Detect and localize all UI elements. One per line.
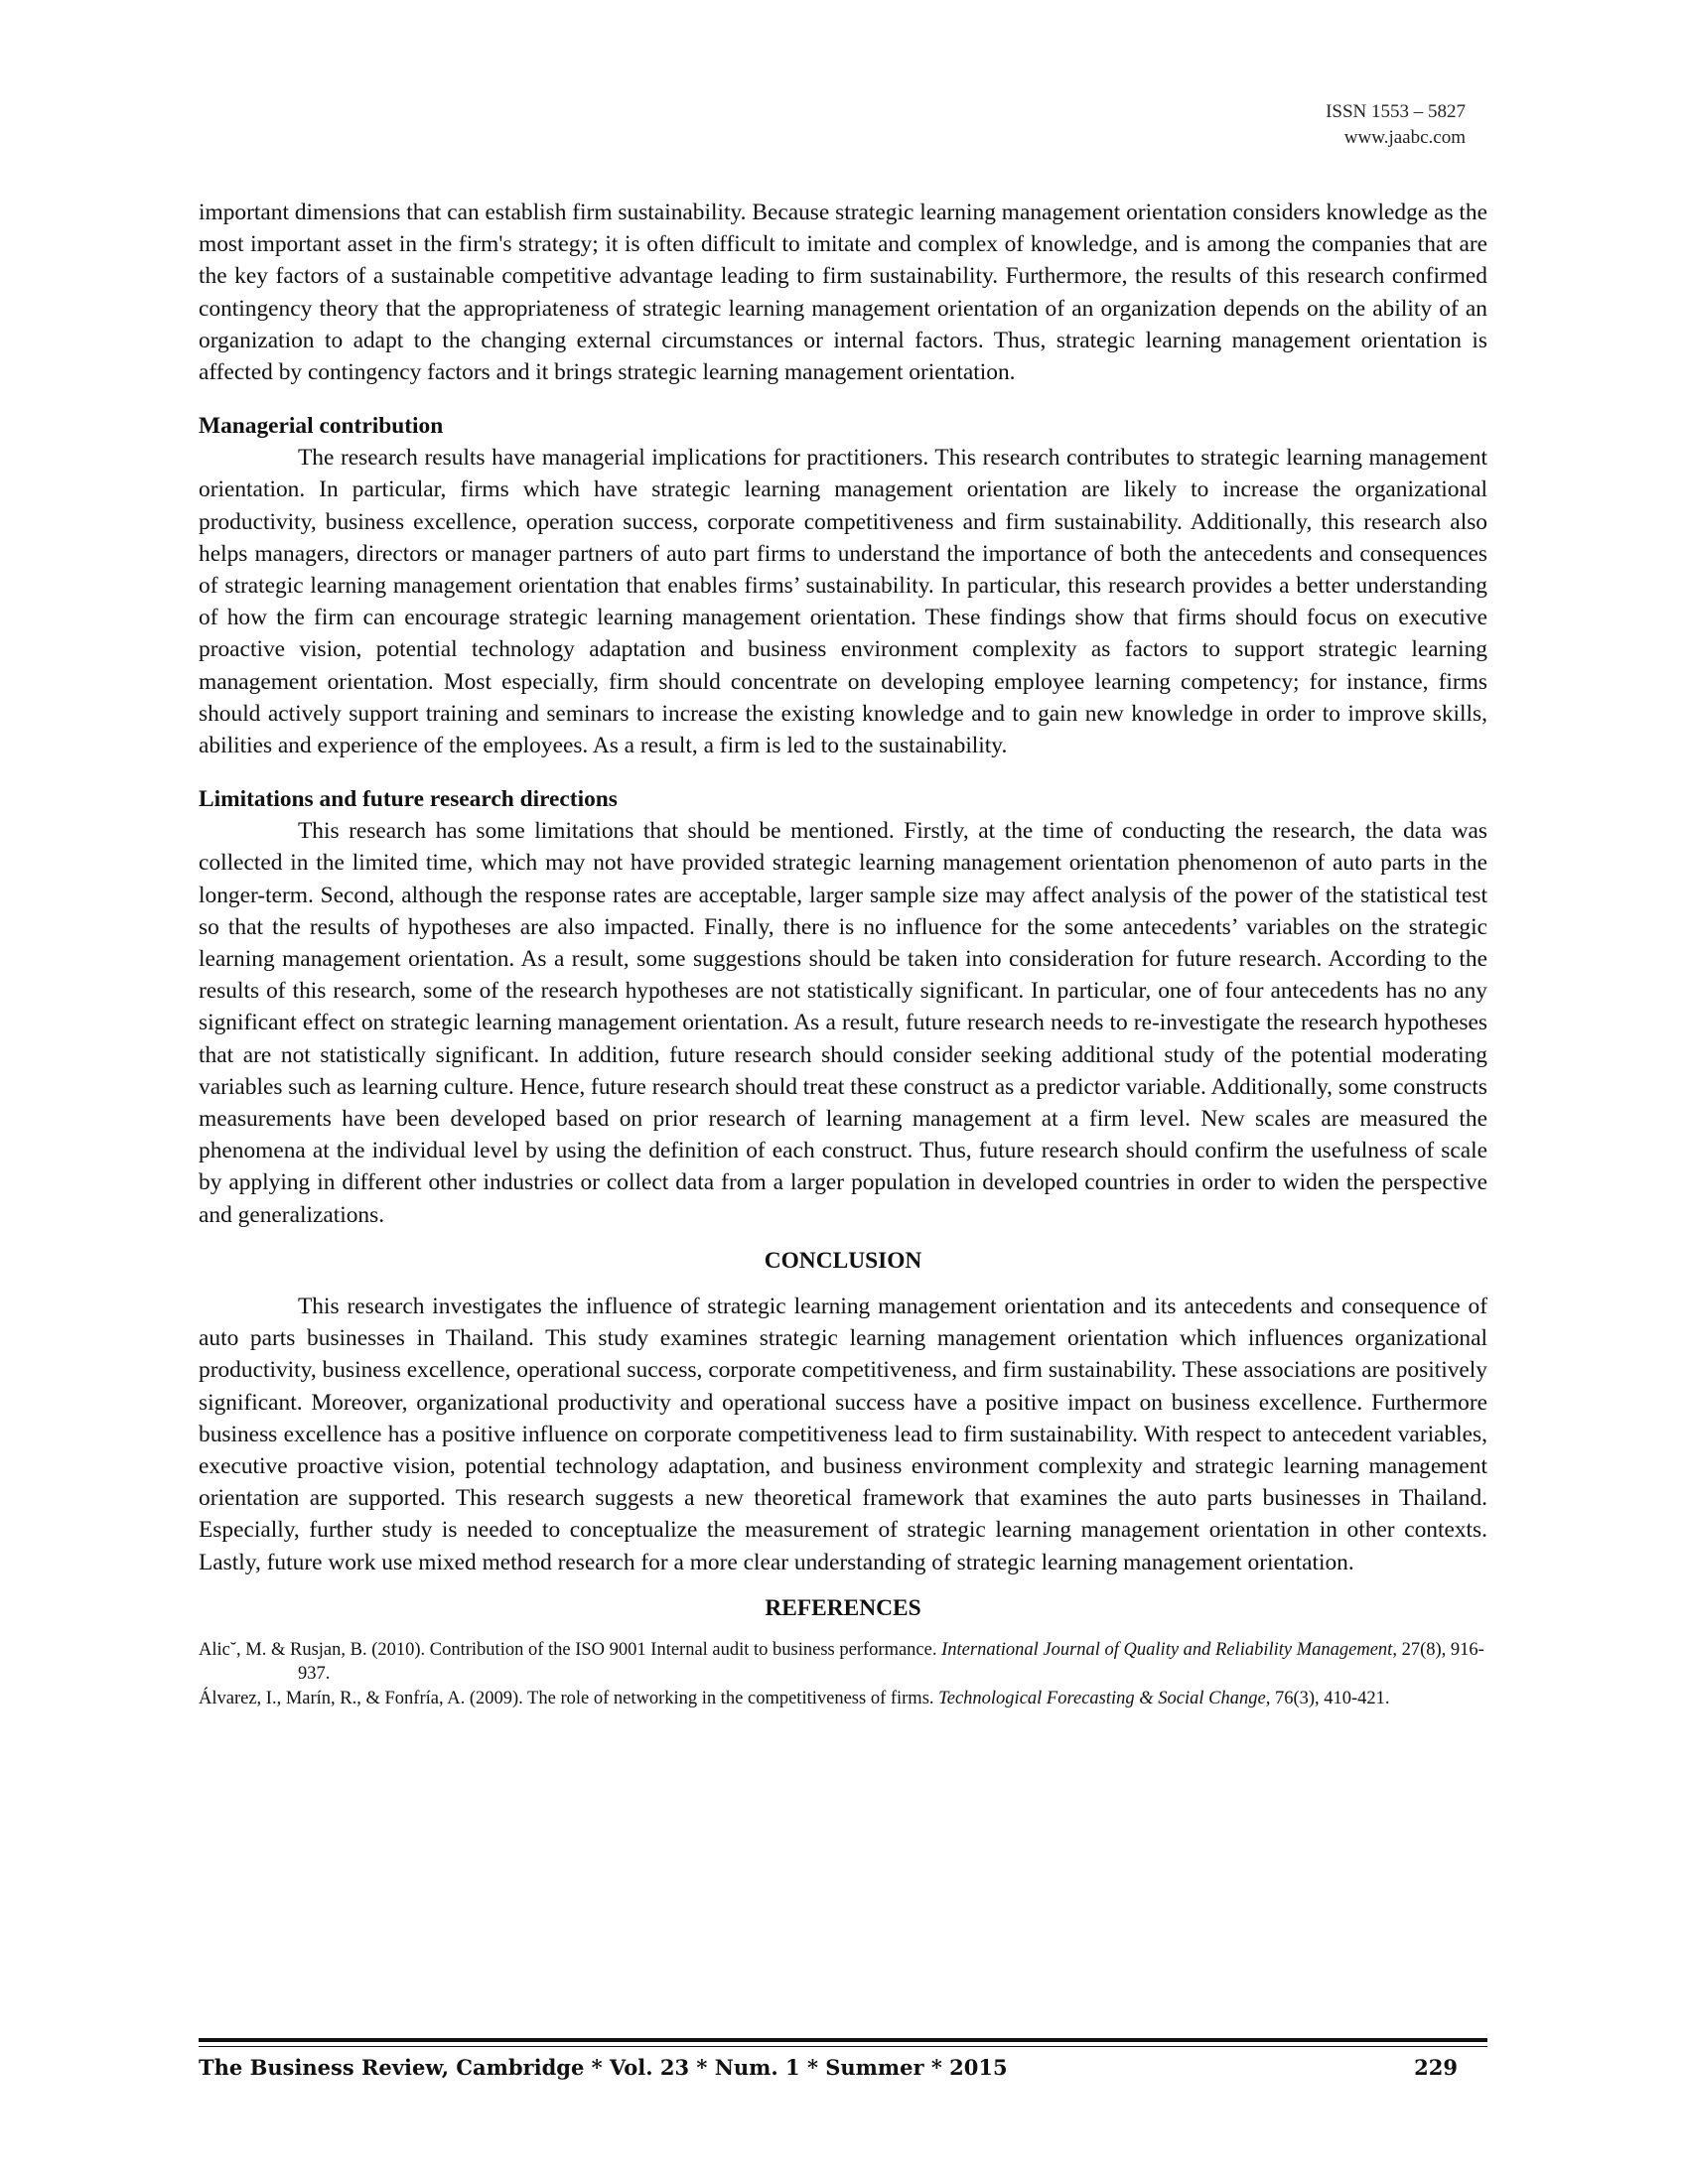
footer-journal: The Business Review, Cambridge * Vol. 23 * Num. 1 * Summer * 2015 — [199, 2055, 1008, 2080]
references-list — [199, 1638, 1487, 1711]
reference-journal: International Journal of Quality and Reliability Management — [941, 1639, 1393, 1660]
conclusion-heading: CONCLUSION — [764, 1247, 922, 1274]
page-number: 229 — [1414, 2055, 1458, 2080]
references-heading: REFERENCES — [765, 1594, 921, 1621]
conclusion-paragraph: This research investigates the influence of strategic learning management orientation and its antecedents and consequence of auto parts businesses in Thailand. This study examines strategic learning management orientation which influences organizational productivity, business excellence, operational success, corporate competitiveness, and firm sustainability. These associations are positively significant. Moreover, organizational productivity and operational success have a positive impact on business excellence. Furthermore business excellence has a positive influence on corporate competitiveness lead to firm sustainability. With respect to antecedent variables, executive proactive vision, potential technology adaptation, and business environment complexity and strategic learning management orientation are supported. This research suggests a new theoretical framework that examines the auto parts businesses in Thailand. Especially, further study is needed to conceptualize the measurement of strategic learning management orientation in other contexts. Lastly, future work use mixed method research for a more clear understanding of strategic learning management orientation. — [199, 1293, 1487, 1575]
issn-text: ISSN 1553 – 5827 — [1326, 101, 1466, 122]
reference-authors: Álvarez, I., Marín, R., & Fonfría, A. (2009). The role of networking in the competitiveness of firms. — [199, 1688, 939, 1708]
reference-details: 76(3), 410-421. — [1270, 1688, 1390, 1708]
limitations-heading: Limitations and future research directions — [199, 786, 618, 813]
website-text: www.jaabc.com — [1343, 127, 1466, 148]
managerial-heading: Managerial contribution — [199, 413, 444, 440]
reference-item — [199, 1638, 1487, 1687]
footer-rule-thin — [199, 2046, 1487, 2047]
managerial-paragraph: The research results have managerial implications for practitioners. This research contributes to strategic learning management orientation. In particular, firms which have strategic learning management orientation are likely to increase the organizational productivity, business excellence, operation success, corporate competitiveness and firm sustainability. Additionally, this research also helps managers, directors or manager partners of auto part firms to understand the importance of both the antecedents and consequences of strategic learning management orientation that enables firms’ sustainability. In particular, this research provides a better understanding of how the firm can encourage strategic learning management orientation. These findings show that firms should focus on executive proactive vision, potential technology adaptation and business environment complexity as factors to support strategic learning management orientation. Most especially, firm should concentrate on developing employee learning competency; for instance, firms should actively support training and seminars to increase the existing knowledge and to gain new knowledge in order to improve skills, abilities and experience of the employees. As a result, a firm is led to the sustainability. — [199, 445, 1487, 759]
footer-rule-thick — [199, 2038, 1487, 2042]
limitations-paragraph: This research has some limitations that should be mentioned. Firstly, at the time of conducting the research, the data was collected in the limited time, which may not have provided strategic learning management orientation phenomenon of auto parts in the longer-term. Second, although the response rates are acceptable, larger sample size may affect analysis of the power of the statistical test so that the results of hypotheses are also impacted. Finally, there is no influence for the some antecedents’ variables on the strategic learning management orientation. As a result, some suggestions should be taken into consideration for future research. According to the results of this research, some of the research hypotheses are not statistically significant. In particular, one of four antecedents has no any significant effect on strategic learning management orientation. As a result, future research needs to re-investigate the research hypotheses that are not statistically significant. In addition, future research should consider seeking additional study of the potential moderating variables such as learning culture. Hence, future research should treat these construct as a predictor variable. Additionally, some constructs measurements have been developed based on prior research of learning management at a firm level. New scales are measured the phenomena at the individual level by using the definition of each construct. Thus, future research should confirm the usefulness of scale by applying in different other industries or collect data from a larger population in developed countries in order to widen the perspective and generalizations. — [199, 818, 1487, 1228]
reference-authors: Alic˘, M. & Rusjan, B. (2010). Contribution of the ISO 9001 Internal audit to business performance. — [199, 1639, 942, 1660]
reference-item — [199, 1687, 1487, 1711]
page-header — [1068, 99, 1466, 151]
page-footer — [199, 2055, 1458, 2080]
reference-journal: Technological Forecasting & Social Change, — [938, 1688, 1271, 1708]
reference-details: , 27(8), 916-937. — [298, 1639, 1484, 1685]
intro-paragraph: important dimensions that can establish firm sustainability. Because strategic learning management orientation considers knowledge as the most important asset in the firm's strategy; it is often difficult to imitate and complex of knowledge, and is among the companies that are the key factors of a sustainable competitive advantage leading to firm sustainability. Furthermore, the results of this research confirmed contingency theory that the appropriateness of strategic learning management orientation of an organization depends on the ability of an organization to adapt to the changing external circumstances or internal factors. Thus, strategic learning management orientation is affected by contingency factors and it brings strategic learning management orientation. — [199, 200, 1487, 386]
article-body — [199, 197, 1487, 1710]
